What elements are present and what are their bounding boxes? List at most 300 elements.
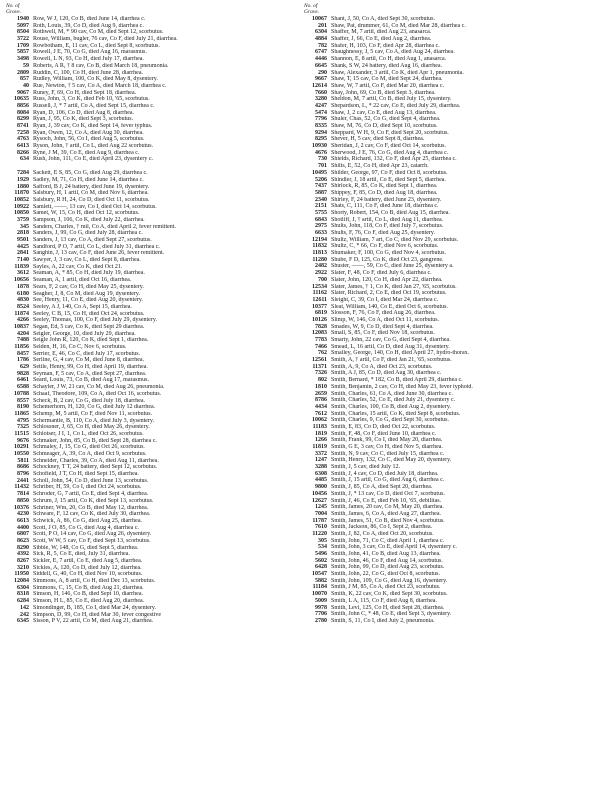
entry-text: Sanders, J, 13 cav, Co A, died Sept 27, scorbutus. — [33, 237, 152, 243]
entry-text: Shuster, ——, 59, Co C, died June 25, dysentery a. — [331, 263, 454, 270]
register-entry — [302, 230, 593, 237]
entry-text: Serline, G, 4 cav, Co M, died June 8, diarrhea. — [33, 357, 145, 364]
grave-number: 242 — [20, 611, 29, 618]
register-entry — [302, 437, 593, 444]
entry-text: Smith, James, 6, Co A, died Aug 27, diarrhea. — [331, 510, 441, 517]
grave-number: 6633 — [315, 230, 327, 236]
grave-number: 10922 — [14, 203, 29, 210]
register-entry — [302, 96, 593, 103]
register-entry — [4, 505, 296, 512]
grave-number: 6304 — [17, 584, 29, 591]
entry-text: Sanghin, J, 13 cav, Co F, died June 26, fever remittent. — [33, 250, 165, 257]
register-entry — [302, 284, 593, 291]
grave-label: Grave. — [304, 8, 320, 15]
register-entry — [4, 244, 296, 251]
register-entry — [302, 498, 593, 505]
entry-text: Shafer, H, 103, Co F, died Apr 28, diarrhea c. — [331, 42, 440, 49]
grave-number: 730 — [318, 156, 327, 163]
entry-text: Smith, Charles, 9, Co G, died Sept 30, scorbutus. — [331, 417, 449, 424]
grave-number: 2818 — [17, 230, 29, 237]
grave-number: 7814 — [17, 491, 29, 498]
register-entry — [4, 618, 296, 625]
grave-number: 6428 — [315, 564, 327, 571]
grave-number: 11950 — [14, 571, 29, 578]
grave-number: 4434 — [315, 403, 327, 410]
register-entry — [4, 170, 296, 177]
entry-text: Sisson, P V, 22 artil, Co M, died Aug 21, diarrhea. — [33, 618, 154, 625]
register-entry — [302, 350, 593, 357]
register-entry — [4, 331, 296, 338]
entry-text: Rowell, J E, 70, Co G, died Aug 16, marasmus. — [33, 49, 147, 56]
register-entry — [302, 143, 593, 150]
entry-text: Rush, John, 111, Co E, died April 23, dysentery c. — [33, 156, 154, 163]
register-entry — [4, 224, 296, 231]
grave-number: 8295 — [315, 136, 327, 143]
entry-text: Slater, James, † 1, Co K, died Jan 27, '65, scorbutus. — [331, 283, 457, 290]
register-entry — [302, 116, 593, 123]
register-entry — [302, 504, 593, 511]
entry-text: Sheppard, W H, 9, Co F, died Sept 20, scorbutus. — [331, 129, 449, 136]
entry-text: Smith, J M, 85, Co A, died Oct 23, scorbutus. — [331, 584, 441, 591]
entry-text: Simson, H L, 85, Co E, died Aug 20, diarrhea. — [33, 598, 145, 605]
grave-number: 9800 — [315, 484, 327, 491]
register-entry — [4, 478, 296, 485]
grave-number: 2482 — [315, 263, 327, 270]
register-entry — [302, 103, 593, 110]
register-entry — [302, 364, 593, 371]
grave-number: 3210 — [17, 564, 29, 571]
entry-text: Smith, John, 41, Co B, died Aug 13, diarrhea. — [331, 551, 441, 557]
entry-text: Schmaley, J, 15, Co G, died Oct 26, scorbutus. — [33, 444, 145, 451]
entry-text: Smith, Charles, 61, Co A, died June 30, diarrhea c. — [331, 390, 453, 397]
grave-number: 7140 — [17, 257, 29, 264]
grave-number: 5811 — [17, 457, 29, 464]
entry-text: Schlossner, J, 65, Co H, died May 26, dysentery. — [33, 424, 150, 431]
register-entry — [4, 83, 296, 90]
entry-text: Russell, J, * 7 artil, Co A, died Sept 15, diarrhea c. — [33, 102, 155, 109]
register-entry — [4, 264, 296, 271]
grave-number: 629 — [20, 364, 29, 371]
grave-number: 6308 — [315, 470, 327, 477]
grave-number: 6461 — [17, 377, 29, 384]
entry-text: Smith, A J, 85, Co D, died Aug 30, diarrhea c. — [331, 370, 442, 377]
entry-text: Smarty, John, 22 cav, Co G, died Sept 4, diarrhea. — [331, 337, 451, 343]
entry-text: Simpson, D, 99, Co H, died Mar 30, fever congestive — [33, 611, 161, 618]
register-entry — [4, 571, 296, 578]
register-entry — [4, 96, 296, 103]
register-entry — [4, 16, 296, 23]
entry-text: Salsbury, H, 1 artil, Co M, died Nov 6, diarrhea. — [33, 190, 149, 197]
entry-text: Smith, J, 82, Co A, died Oct 20, scorbutus. — [331, 530, 434, 537]
grave-number: 1247 — [315, 457, 327, 464]
entry-text: Shults, F, 76, Co F, died Aug 25, dysentery. — [331, 230, 435, 236]
grave-number: 1245 — [315, 504, 327, 511]
grave-number: 8290 — [17, 544, 29, 551]
grave-number: 10547 — [312, 571, 327, 578]
entry-text: Shaw, W, 7 artil, Co F, died Mar 20, diarrhea c. — [331, 82, 445, 89]
grave-number: 2780 — [315, 617, 327, 624]
entry-text: Rothwell, M, * 90 cav, Co M, died Sept 12, scorbutus. — [33, 29, 164, 36]
grave-number: 782 — [318, 42, 327, 49]
grave-number: 4230 — [17, 511, 29, 518]
entry-text: Smalley, George, 140, Co H, died April 27, hydro-thorax. — [331, 350, 470, 357]
grave-number: 12084 — [14, 578, 29, 585]
entry-text: Schmeager, A, 39, Co A, died Oct 9, scorbutus. — [33, 451, 147, 457]
register-entry — [302, 564, 593, 571]
entry-text: Roberts, A R, † 8 cav, Co B, died March 18, pneumonia. — [33, 62, 169, 69]
entry-text: Slater, F, 48, Co F, died July 6, diarrhea c. — [331, 270, 432, 277]
register-entry — [4, 277, 296, 284]
entry-text: Shotliff, J, † artil, Co L, died Aug 11, diarrhea. — [331, 216, 444, 223]
grave-number: 10850 — [14, 210, 29, 217]
entry-text: Ryne, J M, 39, Co E, died Aug 9, diarrhea c. — [33, 149, 140, 156]
register-entry — [302, 377, 593, 384]
grave-number: 11839 — [14, 263, 29, 270]
register-entry — [4, 391, 296, 398]
grave-number: 6613 — [17, 517, 29, 524]
grave-number: 10656 — [14, 277, 29, 284]
register-entry — [4, 56, 296, 63]
grave-number: 3288 — [315, 464, 327, 471]
register-entry — [302, 391, 593, 398]
register-entry — [4, 76, 296, 83]
entry-text: Rouse, William, bugler, 76 cav, Co F, died July 21, diarrhea. — [33, 36, 178, 43]
entry-text: Shube, F D, 125, Co K, died Oct 23, gangrene. — [331, 256, 444, 263]
register-entry — [302, 243, 593, 250]
grave-number: 11787 — [312, 517, 327, 524]
register-entry — [302, 163, 593, 170]
register-entry — [302, 123, 593, 130]
grave-number: 2809 — [17, 69, 29, 76]
entry-text: Shannon, E, 8 artil, Co H, died Aug 1, anasarca. — [331, 56, 447, 63]
grave-number: 1880 — [17, 183, 29, 190]
grave-number: 11220 — [312, 530, 327, 537]
grave-number: 5474 — [315, 109, 327, 116]
entry-text: Schermantle, B, 110, Co A, died July 3, dysentery. — [33, 417, 155, 424]
entry-text: Siddell, G, 40, Co H, died Nov 10, scorbutus. — [33, 571, 143, 578]
entry-text: Smith, John, 22, Co G, died Oct 8, scorbutus. — [331, 571, 440, 578]
register-entry — [302, 210, 593, 217]
entry-text: Serrier, E, 46, Co C, died July 17, scorbutus. — [33, 350, 141, 357]
grave-number: 4485 — [315, 477, 327, 484]
register-entry — [4, 531, 296, 538]
grave-number: 2841 — [17, 250, 29, 257]
register-entry — [4, 49, 296, 56]
entry-text: Smith, John C, * 48, Co E, died Sept 3, dysentery. — [331, 611, 452, 618]
grave-number: 9978 — [315, 604, 327, 611]
register-entry — [4, 317, 296, 324]
grave-number: 4884 — [315, 36, 327, 43]
grave-number: 4795 — [17, 417, 29, 424]
grave-number: 10837 — [14, 323, 29, 330]
register-entry — [4, 257, 296, 264]
register-entry — [4, 297, 296, 304]
grave-number: 1819 — [315, 430, 327, 437]
register-entry — [4, 458, 296, 465]
entry-text: Smith, J, 15 artil, Co G, died Aug 6, diarrhea c. — [331, 477, 445, 484]
register-entry — [4, 377, 296, 384]
entry-text: Sickler, E, 7 artil, Co E, died Aug 5, diarrhea. — [33, 558, 143, 564]
register-entry — [4, 190, 296, 197]
grave-number: 11874 — [14, 310, 29, 317]
grave-number: 10070 — [312, 591, 327, 598]
grave-number: 2340 — [315, 196, 327, 203]
grave-number: 8741 — [17, 123, 29, 129]
grave-number: 5602 — [315, 557, 327, 564]
register-entry — [4, 284, 296, 291]
grave-number: 7284 — [17, 170, 29, 177]
entry-text: Schroder, G, 7 artil, Co E, died Sept 4, diarrhea. — [33, 491, 149, 498]
entry-text: Smith, L A, 115, Co F, died Aug 8, diarrhea. — [331, 597, 437, 604]
entry-text: Schriner, Wm, 20, Co B, died May 12, diarrhea. — [33, 504, 149, 511]
grave-number: 11865 — [14, 410, 29, 417]
entry-text: Scholl, John, 54, Co D, died June 13, scorbutus. — [33, 477, 149, 484]
grave-number: 4446 — [315, 56, 327, 63]
entry-text: Sawyer, J, 3 cav, Co L, died Sept 8, diarrhea. — [33, 257, 141, 264]
register-entry — [4, 371, 296, 378]
register-entry — [302, 531, 593, 538]
entry-text: Scott, W W, 5 cav, Co F, died Sept 13, scorbutus. — [33, 537, 151, 544]
grave-number: 8266 — [17, 149, 29, 156]
register-entry — [302, 130, 593, 137]
entry-text: Shultz, C, * 66, Co F, died Nov 6, scorbutus. — [331, 243, 439, 250]
register-entry — [302, 150, 593, 157]
entry-text: Sickles, A, 120, Co D, died July 12, diarrhea. — [33, 564, 142, 571]
grave-number: 5755 — [315, 209, 327, 216]
grave-number: 7612 — [315, 410, 327, 417]
grave-number: 11819 — [312, 444, 327, 450]
entry-text: Schockney, T T, 24 battery, died Sept 12, scorbutus. — [33, 464, 158, 471]
entry-text: Shuler, Chas, 52, Co G, died Sept 4, diarrhea. — [331, 116, 441, 123]
entry-text: Shant, J, 50, Co A, died Sept 30, scorbutus. — [331, 16, 436, 22]
grave-number: 10126 — [312, 316, 327, 323]
grave-number: 857 — [20, 76, 29, 83]
entry-text: Ryson, John, † artil, Co L, died Aug 22 scorbutus. — [33, 143, 154, 150]
register-entry — [302, 324, 593, 331]
register-entry — [4, 136, 296, 143]
grave-number-header — [304, 4, 338, 15]
register-entry — [302, 49, 593, 56]
grave-number: 3759 — [17, 216, 29, 223]
register-entry — [302, 558, 593, 565]
grave-number: 634 — [20, 156, 29, 163]
entry-text: Slater, John, 120, Co H, died Apr 22, diarrhea. — [331, 276, 443, 283]
entry-text: Russ, John, 3, Co K, died Feb 10, '65, scorbutus. — [33, 96, 150, 103]
entry-text: Smith, J, 5 cav, died July 12. — [331, 464, 400, 471]
grave-number: 10291 — [14, 444, 29, 451]
grave-number: 6588 — [17, 384, 29, 391]
grave-number: 8504 — [17, 29, 29, 36]
grave-number: 1786 — [17, 357, 29, 364]
register-entry — [302, 611, 593, 618]
entry-text: Schrum, J, 15 artil, Co K, died Sept 13, scorbutus. — [33, 497, 154, 504]
grave-number: 7258 — [17, 129, 29, 136]
entry-text: Smith, James, 20 cav, Co M, May 20, diarrhea. — [331, 504, 444, 511]
grave-number: 4676 — [315, 149, 327, 156]
grave-number: 12534 — [312, 283, 327, 290]
grave-number: 6413 — [17, 143, 29, 150]
entry-text: Simondinger, B, 185, Co I, died Mar 24, dysentery. — [33, 604, 157, 611]
entry-text: Simmons, A, 8 artil, Co H, died Dec 13, scorbutus. — [33, 578, 156, 585]
grave-number: 10852 — [14, 196, 29, 203]
grave-number: 6843 — [315, 216, 327, 223]
register-entry — [4, 565, 296, 572]
entry-text: Shields, Richard, 132, Co F, died Apr 25, diarrhea c. — [331, 156, 457, 163]
entry-text: Shirley, F, 24 battery, died June 23, dysentery. — [331, 196, 442, 203]
register-entry — [302, 518, 593, 525]
grave-number: 11183 — [312, 423, 327, 430]
register-entry — [302, 417, 593, 424]
grave-number: 59 — [23, 62, 29, 69]
register-entry — [302, 384, 593, 391]
register-entry — [4, 411, 296, 418]
entry-text: Smades, W, 9, Co D, died Sept 4, diarrhea. — [331, 323, 434, 330]
entry-text: Smith, John, 71, Co C, died April 1, diarrhea c. — [331, 537, 445, 544]
entry-text: Seigler, George, 10, died July 29, diarrhea. — [33, 330, 136, 337]
register-entry — [4, 471, 296, 478]
register-entry — [4, 184, 296, 191]
register-entry — [302, 297, 593, 304]
register-entry — [4, 70, 296, 77]
register-entry — [302, 544, 593, 551]
entry-text: Schneider, Charles, 39, Co A, died Aug 11, diarrhea. — [33, 457, 159, 464]
entry-text: Smith, Charles, 52, Co E, died July 21, dysentery c. — [331, 397, 456, 404]
entry-text: Scheck, B, 2 cav, Co G, died July 18, diarrhea. — [33, 397, 146, 404]
register-entry — [302, 90, 593, 97]
grave-number: 11856 — [14, 344, 29, 350]
entry-text: Smith, G E, 3 cav, Co H, died Nov 5, diarrhea. — [331, 444, 443, 450]
entry-text: Ryan, D, 106, Co D, died Aug 8, diarrhea. — [33, 109, 135, 116]
register-entry — [4, 90, 296, 97]
grave-number: 10550 — [14, 451, 29, 457]
register-entry — [302, 411, 593, 418]
grave-number: 3722 — [17, 36, 29, 43]
grave-number: 7783 — [315, 337, 327, 343]
grave-number: 3280 — [315, 96, 327, 103]
entry-text: Sherwood, J E, 76, Co G, died Aug 4, diarrhea c. — [331, 149, 449, 156]
entry-text: Schware, F, 12 cav, Co K, died July 30, diarrhea. — [33, 511, 151, 518]
grave-number: 6345 — [17, 618, 29, 625]
entry-text: Smith, John, 3 cav, Co E, died April 14, dysentery c. — [331, 544, 457, 551]
grave-number: 4247 — [315, 102, 327, 109]
entry-text: Ryan, Owen, 12, Co A, died Aug 30, diarrhea. — [33, 129, 144, 136]
register-entry — [4, 23, 296, 30]
grave-number: 11432 — [14, 484, 29, 491]
entry-text: Simmons, C, 15, Co B, died Aug 21, diarrhea. — [33, 584, 144, 591]
grave-number: 5887 — [315, 189, 327, 196]
grave-number: 1940 — [17, 16, 29, 22]
register-entry — [302, 170, 593, 177]
grave-number: 290 — [318, 69, 327, 76]
register-entry — [4, 364, 296, 371]
grave-number: 6819 — [315, 310, 327, 317]
entry-text: Small, S, 85, Co F, died Nov 18, scorbutus. — [331, 330, 435, 337]
entry-text: Runey, F, 69, Co H, died Sept 18, diarrhea. — [33, 89, 137, 96]
register-entry — [302, 404, 593, 411]
entry-text: Shay, John, 69, Co B, died Sept 3, diarrhea. — [331, 89, 436, 96]
entry-text: Shaw, Pat, drummer, 61, Co M, died Mar 28, diarrhea c. — [331, 22, 466, 29]
grave-number: 762 — [318, 350, 327, 357]
grave-number: 11870 — [14, 190, 29, 197]
register-entry — [4, 324, 296, 331]
grave-number: 11515 — [14, 430, 29, 437]
register-entry — [302, 110, 593, 117]
entry-text: Seeley, A J, 140, Co A, Sept 15, diarrhea. — [33, 303, 132, 310]
register-entry — [302, 263, 593, 270]
register-entry — [302, 397, 593, 404]
register-entry — [4, 270, 296, 277]
entry-text: Rudley, William, 100, Co K, died May 8, dysentery. — [33, 76, 158, 83]
grave-number: 8299 — [17, 116, 29, 123]
register-entry — [4, 130, 296, 137]
grave-number: 9828 — [17, 370, 29, 377]
entry-text: Shultz, William, 7 art, Co C, died Nov 29, scorbutus. — [331, 236, 459, 243]
register-entry — [4, 143, 296, 150]
entry-text: Smith, A, 9, Co A, died Oct 23, scorbutus. — [331, 363, 433, 370]
register-entry — [302, 23, 593, 30]
entry-text: Samlett, ——, 13 cav, Co I, died Oct 14, scorbutus. — [33, 203, 157, 210]
entry-text: See, Henry, 11, Co E, died Aug 20, dysentery. — [33, 297, 143, 304]
register-entry — [302, 250, 593, 257]
entry-text: Shever, H, 5 cav, died Sept 8, diarrhea. — [331, 136, 425, 143]
register-entry — [4, 491, 296, 498]
grave-number: 10788 — [14, 390, 29, 397]
register-entry — [302, 203, 593, 210]
register-entry — [302, 578, 593, 585]
register-entry — [4, 558, 296, 565]
entry-text: Settle, Henry, 99, Co H, died April 19, diarrhea. — [33, 364, 148, 371]
grave-number: 5496 — [315, 551, 327, 557]
entry-text: Roth, Louis, 39, Co D, died Aug 9, diarrhea c. — [33, 22, 144, 29]
register-entry — [4, 344, 296, 351]
entry-text: Seard, Louis, 73, Co B, died Aug 17, marasmus. — [33, 377, 149, 384]
entry-text: Shepardson, L, * 22 cav, Co E, died July 29, diarrhea. — [331, 102, 461, 109]
grave-number: 7325 — [17, 424, 29, 431]
register-entry — [4, 384, 296, 391]
grave-number: 701 — [318, 163, 327, 170]
grave-number: 201 — [318, 22, 327, 29]
register-entry — [4, 110, 296, 117]
grave-number: 12561 — [312, 357, 327, 364]
entry-text: Rue, Newton, † 5 cav, Co A, died March 18, diarrhea c. — [33, 82, 167, 89]
grave-number: 4392 — [17, 551, 29, 558]
entry-text: Smith, Benjamin, 2 cav, Co H, died May 23, fever typhoid. — [331, 383, 473, 390]
entry-text: Sleat, William, 140, Co E, died Oct 6, scorbutus. — [331, 303, 448, 310]
entry-text: Row, W J, 120, Co B, died June 14, diarrhea c. — [33, 16, 146, 22]
register-entry — [4, 511, 296, 518]
register-entry — [302, 36, 593, 43]
register-entry — [4, 357, 296, 364]
entry-text: Schemerhorn, H, 120, Co G, died July 12 diarrhea. — [33, 404, 156, 411]
entry-text: Smith, Frank, 99, Co I, died May 20, diarrhea. — [331, 437, 443, 444]
no-label: No. of — [304, 3, 318, 9]
grave-number: 2659 — [315, 390, 327, 397]
register-entry — [4, 291, 296, 298]
grave-number: 1810 — [315, 383, 327, 390]
entry-text: Shindler, J, 18 artil, Co E, died Sept 5, diarrhea. — [331, 176, 446, 183]
entry-text: Seaman, A, * 85, Co H, died July 19, diarrhea. — [33, 270, 145, 277]
grave-number: 10930 — [312, 143, 327, 150]
entry-text: Shaw, J, 2 cav, Co E, died Aug 13, diarrhea. — [331, 109, 437, 116]
register-entry — [4, 197, 296, 204]
grave-number: 9067 — [17, 89, 29, 96]
grave-number: 10635 — [14, 96, 29, 103]
grave-number: 10062 — [312, 417, 327, 424]
grave-number: 10456 — [312, 490, 327, 497]
register-entry — [4, 585, 296, 592]
register-entry — [4, 591, 296, 598]
entry-text: Smith, Charles, 100, Co B, died Aug 2, dysentery. — [331, 403, 451, 410]
